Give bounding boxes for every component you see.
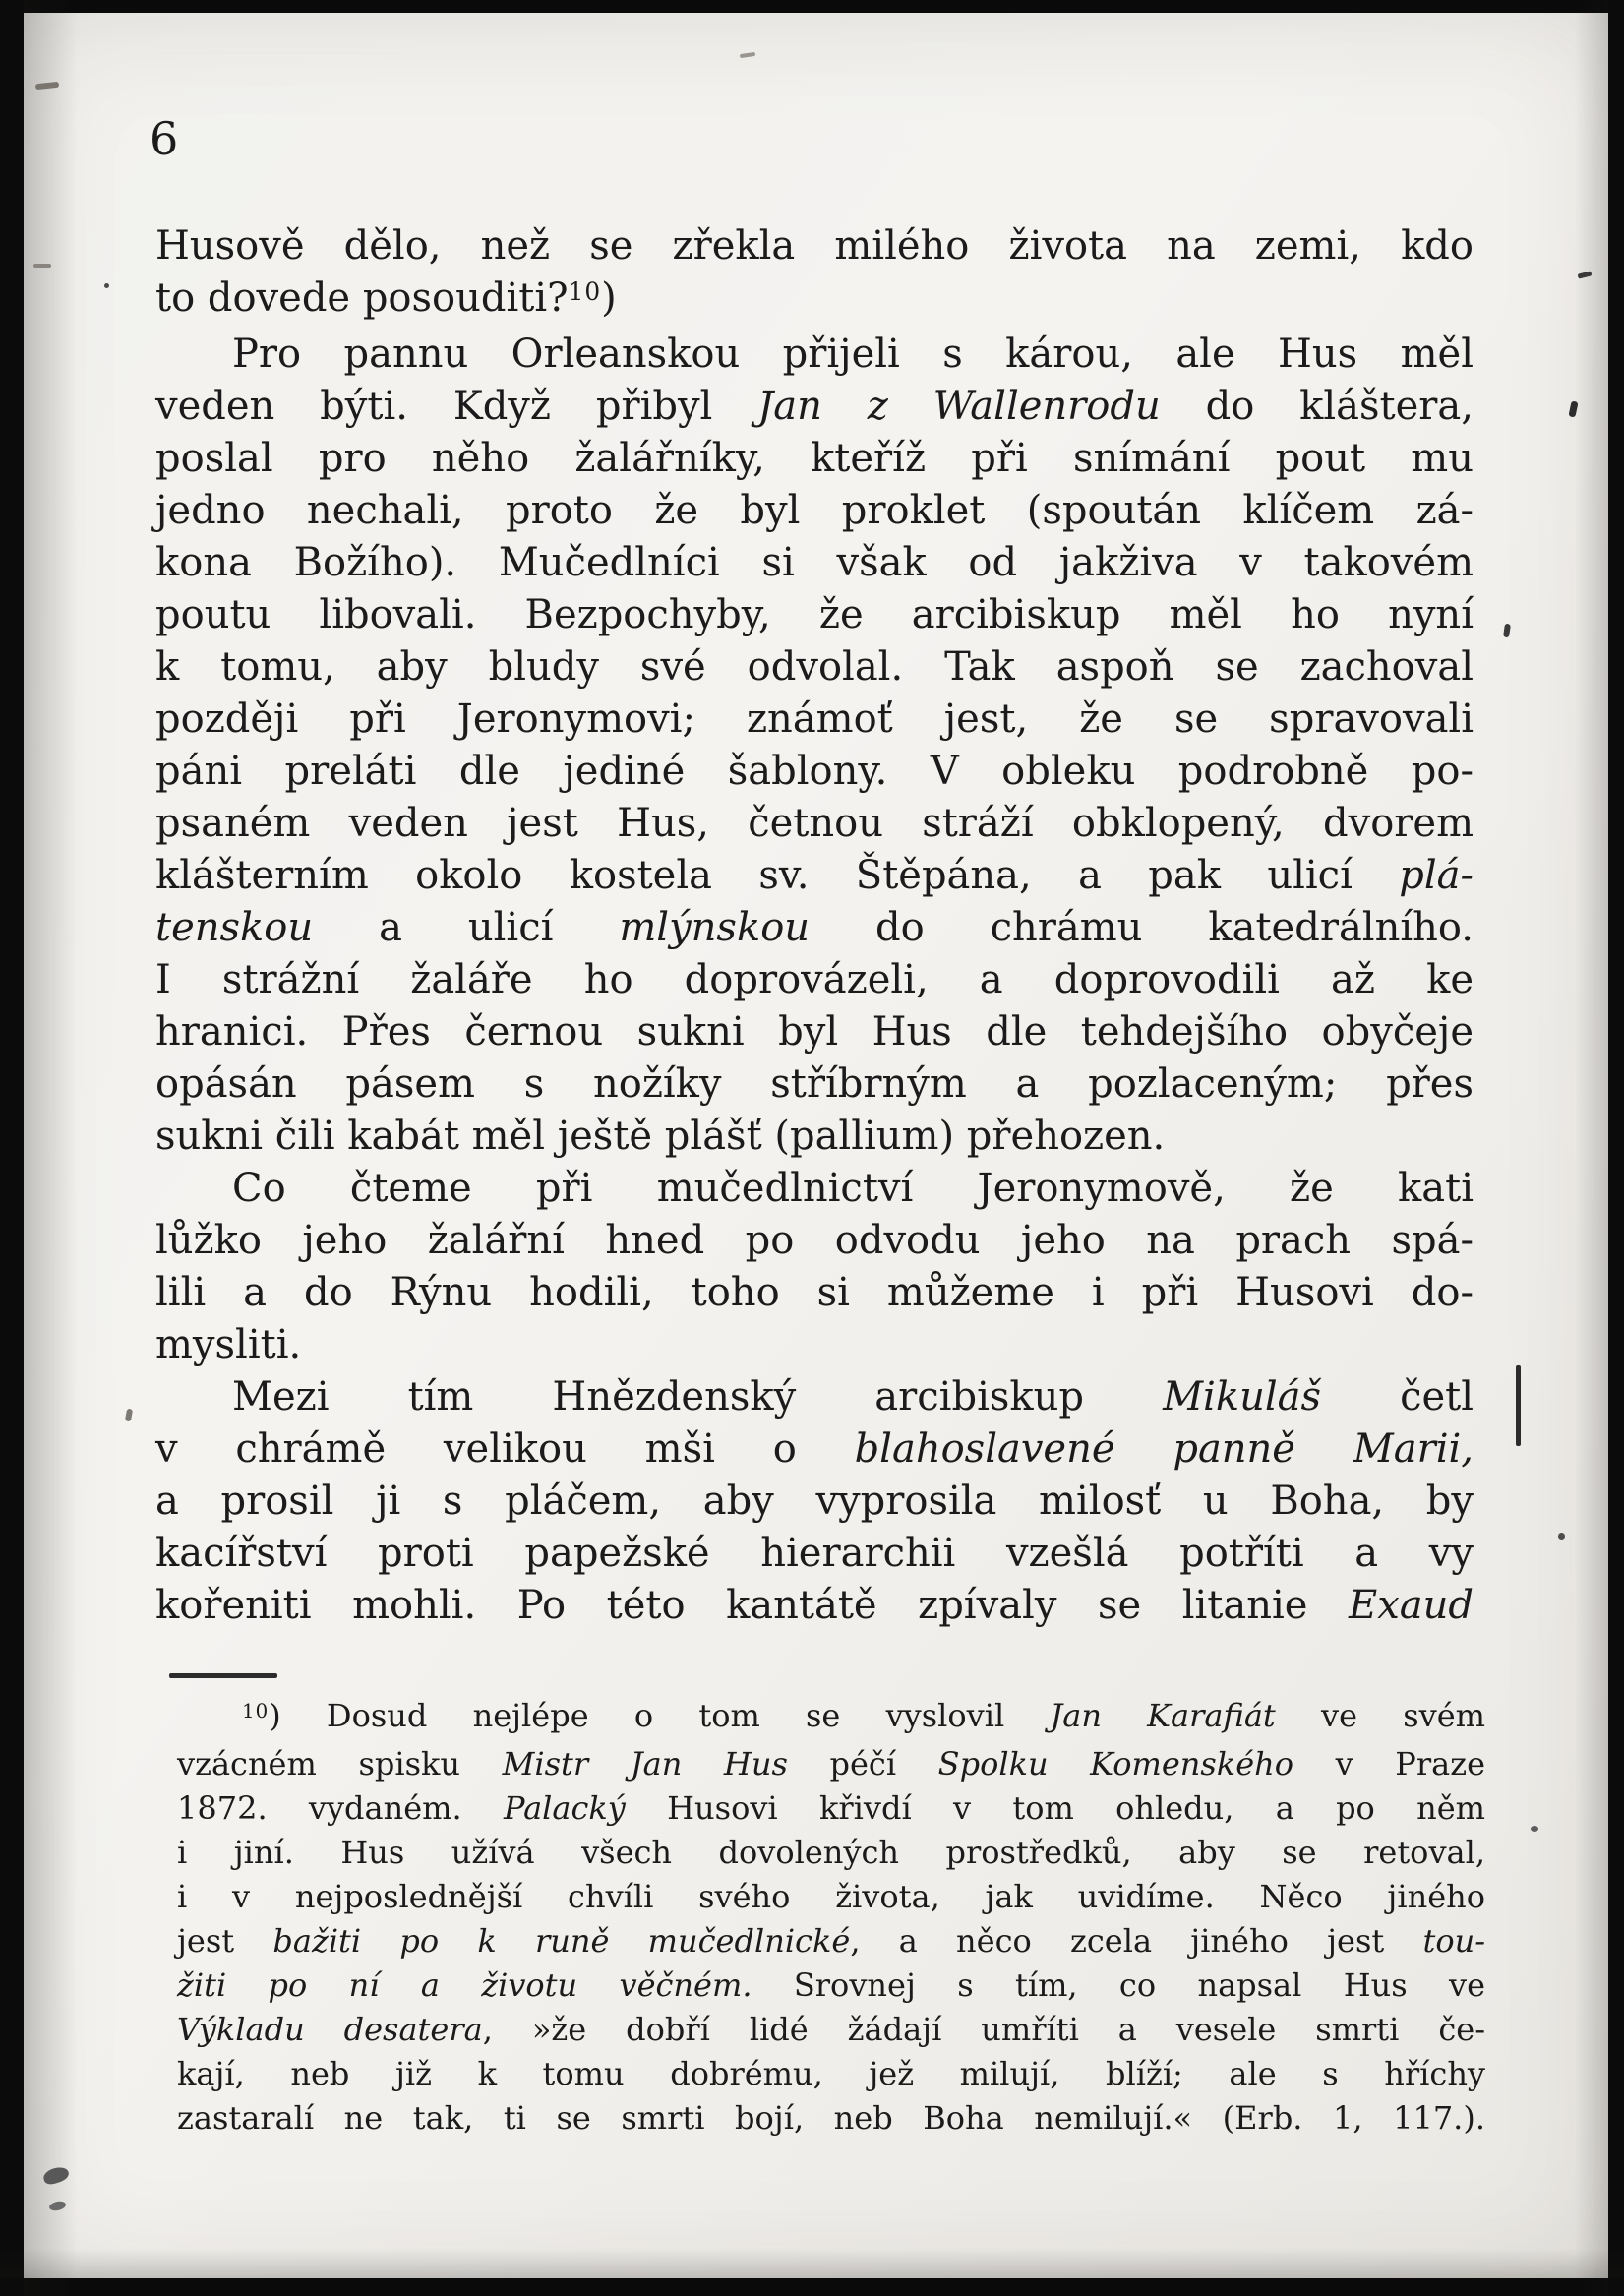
- text-segment: Co čteme při mučedlnictví Jeronymově, že kati: [232, 1166, 1474, 1211]
- footnote-marker: 10: [568, 276, 602, 306]
- page-edge-shadow-bottom: [0, 2249, 1624, 2278]
- text-line: [155, 1319, 1474, 1371]
- scan-border-bottom: [0, 2278, 1624, 2296]
- text-segment: ): [601, 275, 617, 321]
- text-segment: Palacký: [503, 1789, 626, 1827]
- text-segment: Exaud: [1349, 1583, 1474, 1628]
- scan-border-right: [1608, 0, 1624, 2296]
- text-segment: jest: [177, 1922, 273, 1960]
- text-segment: kořeniti mohli. Po této kantátě zpívaly se litanie: [155, 1583, 1350, 1628]
- text-segment: blahoslavené panně Marii,: [854, 1426, 1474, 1472]
- page-edge-shadow-left: [24, 0, 78, 2296]
- scan-artifact: [33, 264, 51, 268]
- text-line: [155, 433, 1474, 485]
- text-line: [155, 850, 1474, 902]
- text-line: [177, 1786, 1485, 1831]
- text-line: [155, 1371, 1474, 1423]
- text-line: [155, 1267, 1474, 1319]
- text-segment: tenskou: [155, 905, 314, 950]
- text-segment: Mikuláš: [1163, 1374, 1321, 1420]
- text-segment: v chrámě velikou mši o: [155, 1426, 855, 1472]
- text-line: [177, 1694, 1485, 1742]
- text-segment: páni preláti dle jediné šablony. V obleku podrobně po-: [155, 749, 1474, 794]
- text-segment: lůžko jeho žalářní hned po odvodu jeho na prach spá-: [155, 1218, 1474, 1263]
- page-number: 6: [150, 112, 179, 165]
- scan-artifact: [104, 283, 109, 288]
- text-segment: četl: [1321, 1374, 1474, 1420]
- text-line: [155, 589, 1474, 641]
- text-line: [177, 2052, 1485, 2096]
- text-line: [155, 1580, 1474, 1632]
- text-segment: opásán pásem s nožíky stříbrným a pozlaceným; přes: [155, 1061, 1474, 1107]
- text-segment: jedno nechali, proto že byl proklet (spoután klíčem zá-: [155, 488, 1474, 533]
- text-segment: později při Jeronymovi; známoť jest, že se spravovali: [155, 696, 1474, 742]
- text-line: [155, 902, 1474, 954]
- text-line: [177, 1875, 1485, 1919]
- text-line: [155, 329, 1474, 381]
- text-segment: Jan z Wallenrodu: [757, 384, 1161, 429]
- text-segment: mysliti.: [155, 1322, 302, 1367]
- text-segment: lili a do Rýnu hodili, toho si můžeme i při Husovi do-: [155, 1270, 1474, 1315]
- text-segment: mlýnskou: [619, 905, 811, 950]
- scan-border-top: [0, 0, 1624, 13]
- text-segment: poutu libovali. Bezpochyby, že arcibiskup měl ho nyní: [155, 592, 1474, 637]
- text-segment: péčí: [787, 1745, 938, 1782]
- text-segment: sukni čili kabát měl ještě plášť (pallium) přehozen.: [155, 1114, 1166, 1159]
- text-line: [155, 1163, 1474, 1215]
- text-line: [155, 1111, 1474, 1163]
- text-segment: Jan Karafiát: [1050, 1697, 1276, 1734]
- text-line: [155, 220, 1474, 272]
- text-segment: bažiti po k runě mučedlnické: [272, 1922, 851, 1960]
- scan-artifact: [1516, 1365, 1521, 1446]
- text-segment: a prosil ji s pláčem, aby vyprosila milosť u Boha, by: [155, 1479, 1474, 1524]
- text-line: [177, 1964, 1485, 2008]
- body-text: [155, 220, 1474, 1632]
- text-segment: psaném veden jest Hus, četnou stráží obklopený, dvorem: [155, 801, 1474, 846]
- text-line: [155, 1215, 1474, 1267]
- text-segment: a ulicí: [313, 905, 620, 950]
- text-segment: Srovnej s tím, co napsal Hus ve: [752, 1966, 1485, 2004]
- footnote-marker: 10: [242, 1700, 270, 1723]
- text-segment: Mistr Jan Hus: [502, 1745, 788, 1782]
- text-segment: žiti po ní a životu věčném.: [177, 1966, 752, 2004]
- text-line: [155, 1476, 1474, 1528]
- text-line: [155, 1006, 1474, 1058]
- scan-artifact: [125, 1409, 133, 1422]
- text-line: [155, 694, 1474, 746]
- text-line: [177, 1831, 1485, 1875]
- text-line: [155, 485, 1474, 537]
- text-line: [155, 798, 1474, 850]
- scan-artifact: [1531, 1826, 1538, 1832]
- text-line: [155, 641, 1474, 694]
- text-segment: kona Božího). Mučedlníci si však od jakživa v takovém: [155, 540, 1474, 585]
- text-line: [177, 1742, 1485, 1786]
- text-line: [155, 537, 1474, 589]
- text-segment: I strážní žaláře ho doprovázeli, a doprovodili až ke: [155, 957, 1474, 1002]
- text-segment: klášterním okolo kostela sv. Štěpána, a pak ulicí: [155, 853, 1400, 898]
- paragraph: [155, 220, 1474, 329]
- text-segment: 1872. vydaném.: [177, 1789, 504, 1827]
- scan-artifact: [1503, 624, 1511, 638]
- text-segment: vzácném spisku: [177, 1745, 503, 1782]
- text-segment: to dovede posouditi?: [155, 275, 569, 321]
- text-segment: kacířství proti papežské hierarchii vzešlá potříti a vy: [155, 1531, 1474, 1576]
- text-segment: kají, neb již k tomu dobrému, jež milují, blíží; ale s hříchy: [177, 2055, 1485, 2092]
- paragraph: [155, 1163, 1474, 1371]
- text-line: [155, 1423, 1474, 1476]
- text-segment: tou-: [1422, 1922, 1486, 1960]
- text-segment: poslal pro něho žalářníky, kteříž při snímání pout mu: [155, 436, 1474, 481]
- text-segment: v Praze: [1293, 1745, 1485, 1782]
- text-segment: Husovi křivdí v tom ohledu, a po něm: [625, 1789, 1486, 1827]
- text-segment: Výkladu desatera: [177, 2011, 483, 2048]
- text-line: [177, 2096, 1485, 2141]
- text-segment: Mezi tím Hnězdenský arcibiskup: [232, 1374, 1164, 1420]
- text-line: [155, 1058, 1474, 1111]
- text-segment: i v nejposlednější chvíli svého života, jak uvidíme. Něco jiného: [177, 1878, 1485, 1915]
- scan-border-left: [0, 0, 24, 2296]
- text-line: [155, 954, 1474, 1006]
- footnote-text: [177, 1694, 1485, 2141]
- text-segment: , »že dobří lidé žádají umříti a vesele smrti če-: [482, 2011, 1486, 2048]
- text-segment: plá-: [1399, 853, 1474, 898]
- text-line: [155, 272, 1474, 329]
- text-segment: ) Dosud nejlépe o tom se vyslovil: [269, 1697, 1051, 1734]
- scan-artifact: [740, 52, 755, 58]
- text-segment: Husově dělo, než se zřekla milého života na zemi, kdo: [155, 223, 1474, 269]
- footnote-separator-rule: [169, 1673, 277, 1678]
- text-segment: , a něco zcela jiného jest: [850, 1922, 1423, 1960]
- text-segment: do kláštera,: [1160, 384, 1474, 429]
- text-segment: zastaralí ne tak, ti se smrti bojí, neb Boha nemilují.« (Erb. 1, 117.).: [177, 2099, 1485, 2137]
- scan-artifact: [1558, 1533, 1565, 1540]
- text-line: [177, 2008, 1485, 2052]
- text-segment: ve svém: [1275, 1697, 1486, 1734]
- paragraph: [155, 329, 1474, 1163]
- text-segment: Spolku Komenského: [937, 1745, 1293, 1782]
- text-line: [177, 1919, 1485, 1964]
- text-line: [155, 381, 1474, 433]
- text-segment: do chrámu katedrálního.: [810, 905, 1474, 950]
- text-segment: k tomu, aby bludy své odvolal. Tak aspoň se zachoval: [155, 644, 1474, 690]
- page-edge-shadow-right: [1575, 0, 1608, 2296]
- text-line: [155, 1528, 1474, 1580]
- paragraph: [155, 1371, 1474, 1632]
- text-segment: Pro pannu Orleanskou přijeli s károu, ale Hus měl: [232, 332, 1474, 377]
- text-line: [155, 746, 1474, 798]
- text-segment: veden býti. Když přibyl: [155, 384, 758, 429]
- text-segment: i jiní. Hus užívá všech dovolených prostředků, aby se retoval,: [177, 1834, 1485, 1871]
- text-segment: hranici. Přes černou sukni byl Hus dle tehdejšího obyčeje: [155, 1009, 1474, 1055]
